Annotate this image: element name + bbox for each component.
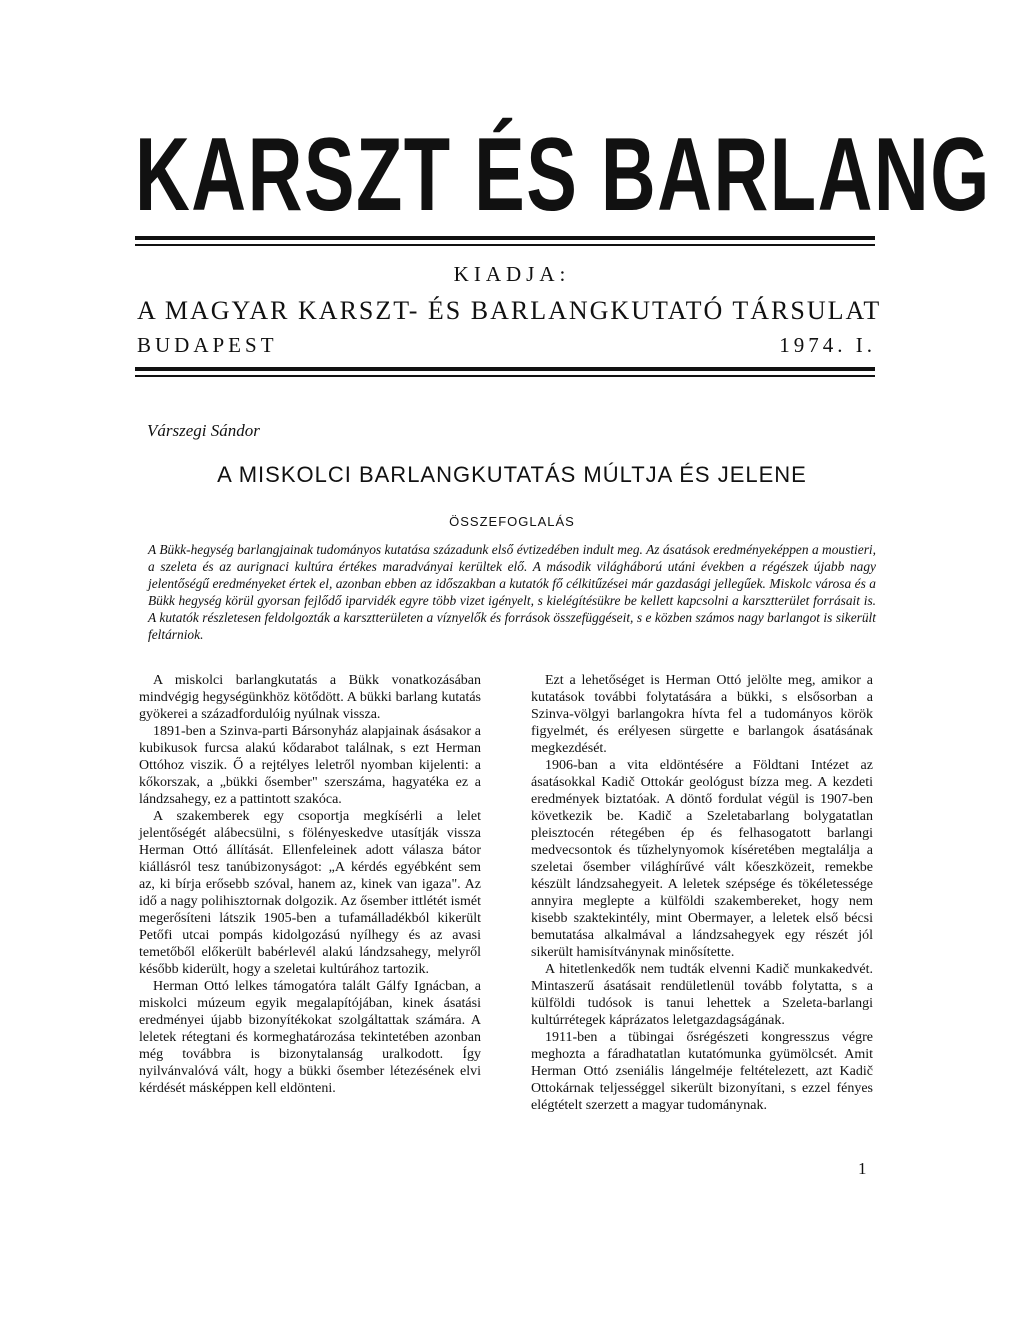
summary-heading: ÖSSZEFOGLALÁS [449, 514, 575, 529]
paragraph: A miskolci barlangkutatás a Bükk vonatkozásában mindvégig hegységünkhöz kötődött. A bükki barlang kutatás gyökerei a századfordulóig nyúlnak vissza. [139, 673, 481, 722]
body-column-right [531, 672, 873, 1114]
body-column-left [139, 672, 481, 1097]
paragraph: 1891-ben a Szinva-parti Bársonyház alapjainak ásásakor a kubikusok furcsa alakú kődarabot találnak, s ezt Herman Ottóhoz viszik. Ő a rejtélyes leletről nyomban kijelenti: a kőkorszak, a „bükki ősember" szerszáma, hagyatéka ez a lándzsahegy, ez a pattintott szakóca. [139, 724, 481, 807]
paragraph: Herman Ottó lelkes támogatóra talált Gálfy Ignácban, a miskolci múzeum egyik megalapítójában, kinek ásatási eredményei újabb bizonyítékokat szolgáltattak számára. A leletek rétegtani és kormeghatározása tekintetében azonban még továbbra is bizonytalanság uralkodott. Így nyilvánvalóvá vált, hogy a bükki ősember létezésének elvi kérdését másképpen kell eldönteni. [139, 979, 481, 1096]
issue-number: 1974. I. [779, 333, 876, 357]
journal-masthead: KARSZT ÉS BARLANG [135, 117, 991, 233]
kiadja-label: KIADJA: [453, 262, 571, 286]
paragraph: 1911-ben a tübingai ősrégészeti kongresszus végre meghozta a fáradhatatlan kutatómunka gyümölcsét. Amit Herman Ottó zseniális lángelméje feltételezett, azt Kadič Ottokárnak teljességgel sikerült bizonyítani, s ezzel fényes elégtételt szerzett a magyar tudománynak. [531, 1030, 873, 1113]
paragraph: 1906-ban a vita eldöntésére a Földtani Intézet az ásatásokkal Kadič Ottokár geológust bízza meg. A kezdeti eredmények biztatóak. A döntő fordulat végül is 1907-ben következik be. Kadič a Szeletabarlang bolygatatlan pleisztocén rétegében ép és felhasogatott barlangi medvecsontok és tűzhelynyomok kíséretében megtalálja a szeletai ősember világhírűvé vált kőeszközeit, remekbe készült lándzsahegyeit. A leletek szépsége és tökéletessége annyira meglepte a külföldi szakembereket, hogy nem kisebb szaktekintély, mint Obermayer, a leletek első bécsi bemutatása alkalmával a lándzsahegyek egy részét jól sikerült hamisítványnak minősítette. [531, 758, 873, 960]
page-number: 1 [858, 1159, 867, 1178]
publisher-name: A MAGYAR KARSZT- ÉS BARLANGKUTATÓ TÁRSULAT [137, 296, 882, 325]
header-rule-thin [135, 375, 875, 377]
paragraph: A szakemberek egy csoportja megkísérli a lelet jelentőségét alábecsülni, s fölényeskedve utasítják vissza Herman Ottó állítását. Ellenfeleinek adott válasza bátor kiállásról tesz tanúbizonyságot: „A kérdés egyébként sem az, ki bírja erősebb szóval, hanem az, kinek van igaza". Az idő a nagy polihisztornak dolgozik. Az ősember ittlétét ismét megerősíteni látszik 1905-ben a tufamálladékból kikerült Petőfi utcai pompás kidolgozású nyílhegy és az avasi temetőből előkerült babérlevél alakú lándzsahegy, melyről később kiderült, hogy a szeletai kultúrához tartozik. [139, 809, 481, 977]
summary-text: A Bükk-hegység barlangjainak tudományos kutatása századunk első évtizedében indult meg. Az ásatások eredményeképpen a moustieri, a szeleta és az aurignaci kultúra értékes maradványai kerültek elő. A második világháború utáni években a régészek újabb nagy jelentőségű eredményeket értek el, azonban ebben az időszakban a kutatók fő célkitűzései már gazdasági jellegűek. Miskolc városa és a Bükk hegység körül gyorsan fejlődő iparvidék egyre több vizet igényelt, s kielégítésükre be kellett kapcsolni a karsztterület forrásait is. A kutatók részletesen feldolgozták a karsztterületen a víznyelők és források összefüggéseit, s e közben számos nagy barlangot is sikerült feltárniok. [148, 542, 876, 642]
article-title: A MISKOLCI BARLANGKUTATÁS MÚLTJA ÉS JELENE [217, 462, 807, 487]
article-author: Várszegi Sándor [147, 421, 260, 440]
paragraph: Ezt a lehetőséget is Herman Ottó jelölte meg, amikor a kutatások további folytatására a bükki, s elsősorban a Szinva-völgyi barlangokra hívta fel a tudományos körök figyelmét, és erélyesen sürgette e barlangok ásatásának megkezdését. [531, 673, 873, 756]
publisher-city: BUDAPEST [137, 333, 278, 357]
masthead-rule-thick [135, 236, 875, 240]
paragraph: A hitetlenkedők nem tudták elvenni Kadič munkakedvét. Mintaszerű ásatásait rendületlenül tovább folytatta, s a külföldi tudósok is tanui lehettek a Szeleta-barlangi kultúrrétegek káprázatos leletgazdagságának. [531, 962, 873, 1028]
masthead-rule-thin [135, 244, 875, 246]
header-rule-thick [135, 367, 875, 371]
